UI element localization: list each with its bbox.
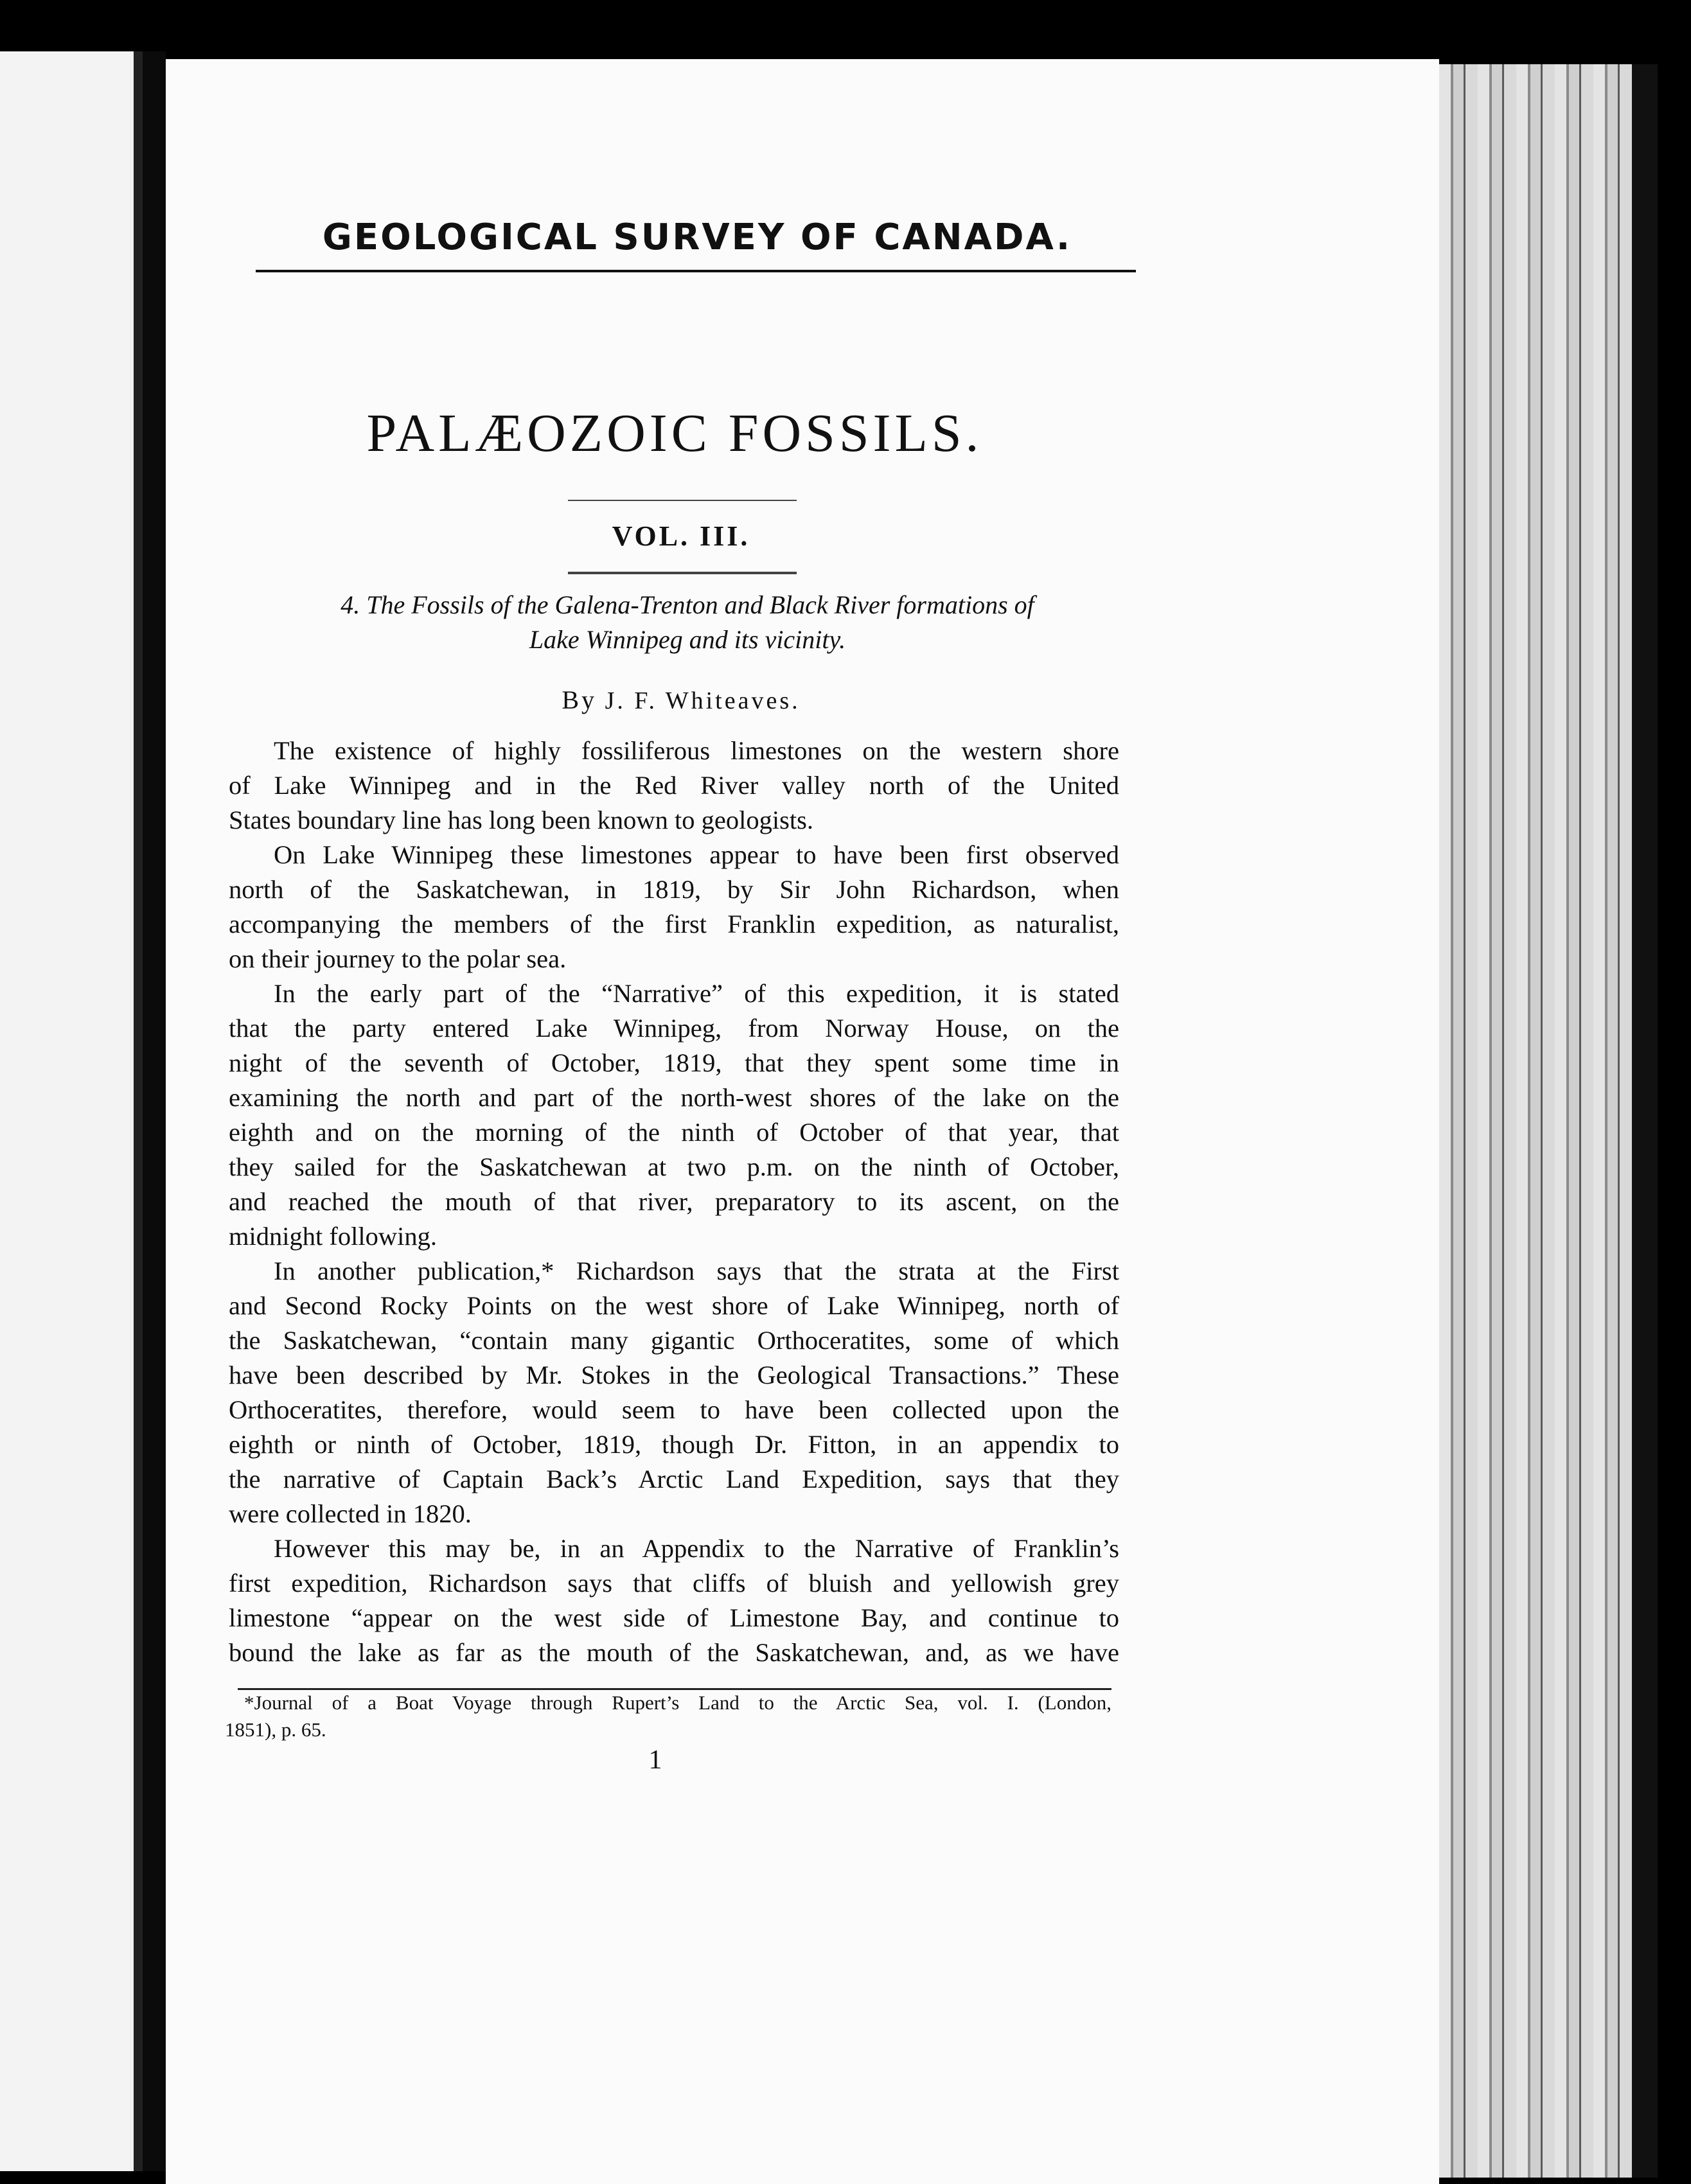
text-line: they sailed for the Saskatchewan at two p.m. on the ninth of October, [229,1152,1119,1181]
text-line: examining the north and part of the north-west shores of the lake on the [229,1083,1119,1112]
text-line: the narrative of Captain Back’s Arctic Land Expedition, says that they [229,1465,1119,1493]
paragraph [229,1254,1119,1531]
text-line: have been described by Mr. Stokes in the Geological Transactions.” These [229,1361,1119,1389]
text-line: bound the lake as far as the mouth of the Saskatchewan, and, as we have [229,1638,1119,1667]
text-line: were collected in 1820. [229,1499,472,1528]
facing-page-edge [0,51,143,2171]
text-line: midnight following. [229,1222,437,1251]
footnote-line: 1851), p. 65. [225,1718,326,1741]
paragraph [229,838,1119,976]
volume-label: VOL. III. [612,520,750,552]
text-line: night of the seventh of October, 1819, that they spent some time in [229,1048,1119,1077]
text-line: In the early part of the “Narrative” of this expedition, it is stated [274,979,1119,1008]
title-rule-bottom [568,572,797,574]
text-line: north of the Saskatchewan, in 1819, by Sir John Richardson, when [229,875,1119,904]
main-title: PALÆOZOIC FOSSILS. [366,403,983,463]
page-number: 1 [648,1745,662,1775]
text-line: that the party entered Lake Winnipeg, from Norway House, on the [229,1014,1119,1043]
paragraph [229,976,1119,1254]
text-line: The existence of highly fossiliferous limestones on the western shore [274,736,1119,765]
subtitle-line: Lake Winnipeg and its vicinity. [529,625,846,654]
author-name: J. F. Whiteaves. [605,687,801,714]
subtitle-line: 4. The Fossils of the Galena-Trenton and Black River formations of [341,590,1034,619]
text-line: accompanying the members of the first Franklin expedition, as naturalist, [229,910,1119,938]
text-line: States boundary line has long been known to geologists. [229,806,814,834]
text-line: first expedition, Richardson says that cliffs of bluish and yellowish grey [229,1569,1119,1598]
paragraph [229,734,1119,838]
footnote [225,1689,1111,1743]
text-line: and reached the mouth of that river, preparatory to its ascent, on the [229,1187,1119,1216]
text-line: the Saskatchewan, “contain many gigantic Orthoceratites, some of which [229,1326,1119,1355]
running-head-rule [256,270,1136,272]
text-line: In another publication,* Richardson says that the strata at the First [274,1256,1119,1285]
footnote-line: *Journal of a Boat Voyage through Rupert’s Land to the Arctic Sea, vol. I. (London, [244,1691,1111,1714]
text-line: of Lake Winnipeg and in the Red River valley north of the United [229,771,1119,800]
paragraph [229,1531,1119,1670]
body-text [229,734,1119,1670]
text-line: on their journey to the polar sea. [229,944,567,973]
subtitle [238,588,1137,657]
text-line: and Second Rocky Points on the west shore of Lake Winnipeg, north of [229,1291,1119,1320]
text-line: eighth and on the morning of the ninth of October of that year, that [229,1118,1119,1147]
author-byline [231,681,1131,721]
book-gutter [143,51,166,2171]
text-line: limestone “appear on the west side of Limestone Bay, and continue to [229,1603,1119,1632]
text-line: However this may be, in an Appendix to the Narrative of Franklin’s [274,1534,1119,1563]
page-edges [1439,64,1658,2178]
text-line: Orthoceratites, therefore, would seem to have been collected upon the [229,1395,1119,1424]
text-line: eighth or ninth of October, 1819, though Dr. Fitton, in an appendix to [229,1430,1119,1459]
running-head: GEOLOGICAL SURVEY OF CANADA. [322,216,1072,258]
title-rule-top [568,500,797,501]
text-line: On Lake Winnipeg these limestones appear to have been first observed [274,840,1119,869]
author-by: By [562,685,598,714]
